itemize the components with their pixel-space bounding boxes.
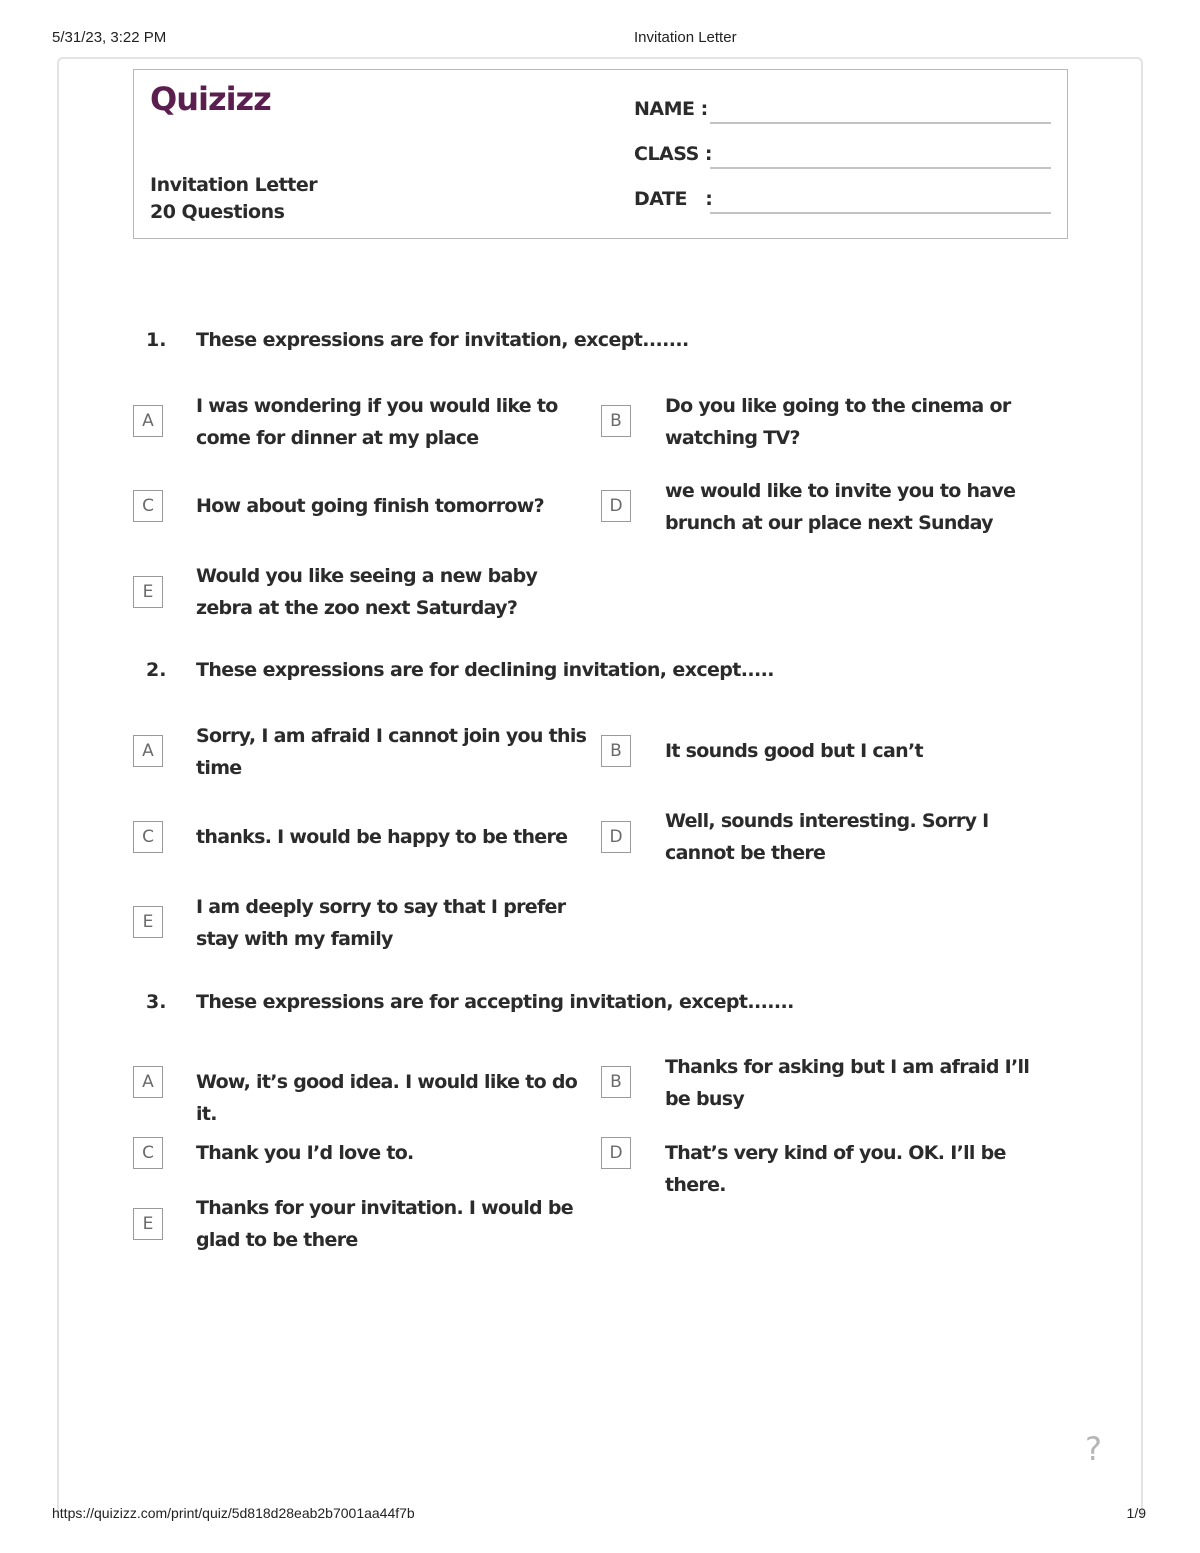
print-doc-title: Invitation Letter	[634, 29, 737, 46]
name-label: NAME :	[634, 98, 708, 120]
class-line	[710, 167, 1051, 169]
question-text: These expressions are for accepting invitation, except.......	[196, 991, 794, 1013]
option-letter-box: B	[601, 735, 631, 767]
option-text: That’s very kind of you. OK. I’ll be there.	[665, 1142, 1006, 1196]
print-footer	[0, 1505, 1200, 1525]
option-letter-box: B	[601, 1066, 631, 1098]
option-text: It sounds good but I can’t	[665, 740, 923, 762]
class-label: CLASS :	[634, 143, 712, 165]
quizizz-logo: Quizizz	[150, 80, 271, 118]
option-letter-box: C	[133, 490, 163, 522]
worksheet-header	[133, 69, 1068, 239]
worksheet-page	[57, 57, 1143, 1517]
question-text: These expressions are for declining invitation, except.....	[196, 659, 774, 681]
name-field	[634, 98, 1054, 128]
option-text: Would you like seeing a new baby zebra at the zoo next Saturday?	[196, 565, 538, 619]
quiz-title: Invitation Letter	[150, 174, 318, 196]
date-line	[710, 212, 1051, 214]
question-number: 3.	[146, 991, 167, 1013]
print-datetime: 5/31/23, 3:22 PM	[52, 29, 167, 46]
option-letter-box: E	[133, 576, 163, 608]
option-letter-box: B	[601, 405, 631, 437]
option-text: Sorry, I am afraid I cannot join you this time	[196, 725, 587, 779]
option-letter-box: E	[133, 906, 163, 938]
print-url: https://quizizz.com/print/quiz/5d818d28eab2b7001aa44f7b	[52, 1505, 415, 1521]
option-text: I was wondering if you would like to come for dinner at my place	[196, 395, 558, 449]
question-text: These expressions are for invitation, except.......	[196, 329, 689, 351]
page-number: 1/9	[1126, 1505, 1146, 1521]
option-text: Thanks for your invitation. I would be glad to be there	[196, 1197, 573, 1251]
option-text: I am deeply sorry to say that I prefer stay with my family	[196, 896, 566, 950]
date-field	[634, 188, 1054, 218]
option-text: Do you like going to the cinema or watching TV?	[665, 395, 1011, 449]
help-icon[interactable]: ?	[1085, 1430, 1102, 1468]
option-letter-box: D	[601, 1137, 631, 1169]
option-letter-box: A	[133, 1066, 163, 1098]
option-text: How about going finish tomorrow?	[196, 495, 544, 517]
question-count: 20 Questions	[150, 201, 285, 223]
date-label: DATE :	[634, 188, 713, 210]
option-letter-box: C	[133, 1137, 163, 1169]
option-letter-box: C	[133, 821, 163, 853]
option-text: Thanks for asking but I am afraid I’ll be busy	[665, 1056, 1030, 1110]
option-text: Wow, it’s good idea. I would like to do it.	[196, 1071, 578, 1125]
question-number: 2.	[146, 659, 167, 681]
option-text: thanks. I would be happy to be there	[196, 826, 568, 848]
name-line	[710, 122, 1051, 124]
option-letter-box: A	[133, 735, 163, 767]
question-number: 1.	[146, 329, 167, 351]
class-field	[634, 143, 1054, 173]
option-letter-box: D	[601, 490, 631, 522]
option-text: Well, sounds interesting. Sorry I cannot be there	[665, 810, 989, 864]
option-letter-box: D	[601, 821, 631, 853]
option-text: Thank you I’d love to.	[196, 1142, 414, 1164]
print-header	[0, 29, 1200, 49]
option-text: we would like to invite you to have brunch at our place next Sunday	[665, 480, 1016, 534]
option-letter-box: A	[133, 405, 163, 437]
option-letter-box: E	[133, 1208, 163, 1240]
